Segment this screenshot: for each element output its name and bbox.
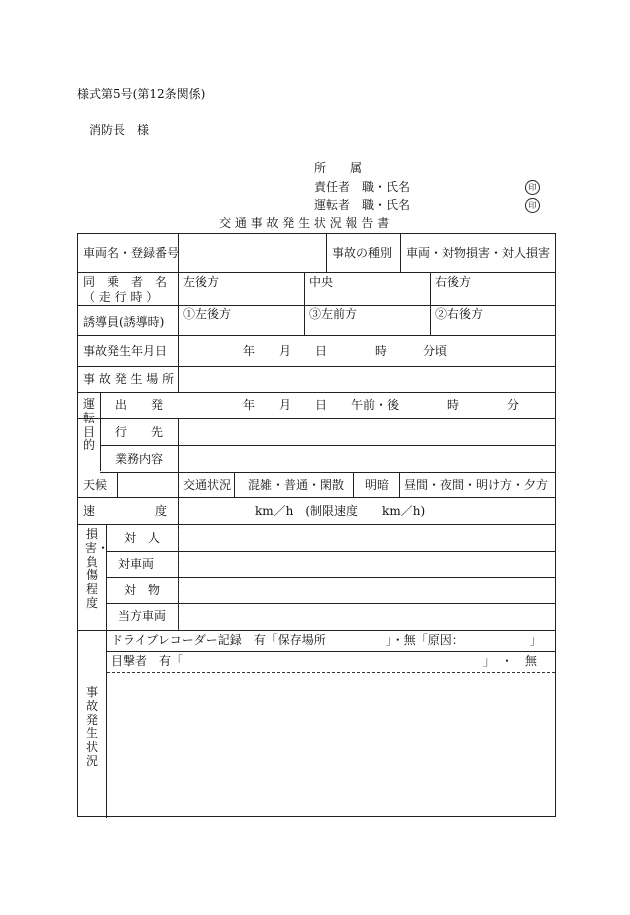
destination-label: 行 先 <box>115 425 164 439</box>
purpose-label: 運転目的 <box>82 397 95 453</box>
departure-label: 出 発 <box>115 398 164 412</box>
guide-rear-right: ②右後方 <box>435 307 484 321</box>
damage-own-label: 当方車両 <box>118 609 167 623</box>
guide-rear-left: ①左後方 <box>183 307 232 321</box>
damage-vehicle-label: 対車両 <box>118 557 155 571</box>
passenger-sublabel: （ 走 行 時 ） <box>83 290 159 304</box>
form-number: 様式第5号(第12条関係) <box>77 87 206 101</box>
weather-label: 天候 <box>83 478 108 492</box>
driver-seal-icon: 印 <box>525 198 540 213</box>
damage-person-label: 対 人 <box>124 531 161 545</box>
speed-value: km／h (制限速度 km／h) <box>255 504 426 518</box>
business-label: 業務内容 <box>115 452 164 466</box>
manager-seal-icon: 印 <box>525 180 540 195</box>
damage-object-label: 対 物 <box>124 583 161 597</box>
witness-line: 目撃者 有「 」 ・ 無 <box>111 654 538 668</box>
place-label: 事 故 発 生 場 所 <box>83 372 175 386</box>
traffic-label: 交通状況 <box>183 478 232 492</box>
passenger-label: 同 乗 者 名 <box>83 275 168 289</box>
addressee: 消防長 様 <box>89 123 150 137</box>
brightness-value: 昼間・夜間・明け方・夕方 <box>404 478 549 492</box>
situation-label: 事故発生状況 <box>85 685 98 768</box>
speed-label: 速 度 <box>83 504 168 518</box>
rear-left-label: 左後方 <box>183 275 220 289</box>
affiliation-label: 所 属 <box>314 161 363 175</box>
manager-label: 責任者 職・氏名 <box>314 180 411 194</box>
guide-label: 誘導員(誘導時) <box>83 315 165 329</box>
damage-label: 損害・負傷程度 <box>85 527 110 610</box>
center-label: 中央 <box>309 275 334 289</box>
guide-front-left: ③左前方 <box>309 307 358 321</box>
departure-value: 年 月 日 午前・後 時 分 <box>243 398 520 412</box>
datetime-label: 事故発生年月日 <box>83 344 168 358</box>
page-title: 交 通 事 故 発 生 状 況 報 告 書 <box>219 216 390 230</box>
accident-type-value: 車両・対物損害・対人損害 <box>406 246 551 260</box>
recorder-line: ドライブレコーダー記録 有「保存場所 」・無「原因： 」 <box>111 633 542 647</box>
vehicle-label: 車両名・登録番号 <box>83 246 180 260</box>
datetime-value: 年 月 日 時 分頃 <box>243 344 448 358</box>
report-form <box>77 233 556 817</box>
rear-right-label: 右後方 <box>435 275 472 289</box>
driver-label: 運転者 職・氏名 <box>314 198 411 212</box>
traffic-value: 混雑・普通・閑散 <box>248 478 345 492</box>
accident-type-label: 事故の種別 <box>332 246 393 260</box>
brightness-label: 明暗 <box>365 478 390 492</box>
